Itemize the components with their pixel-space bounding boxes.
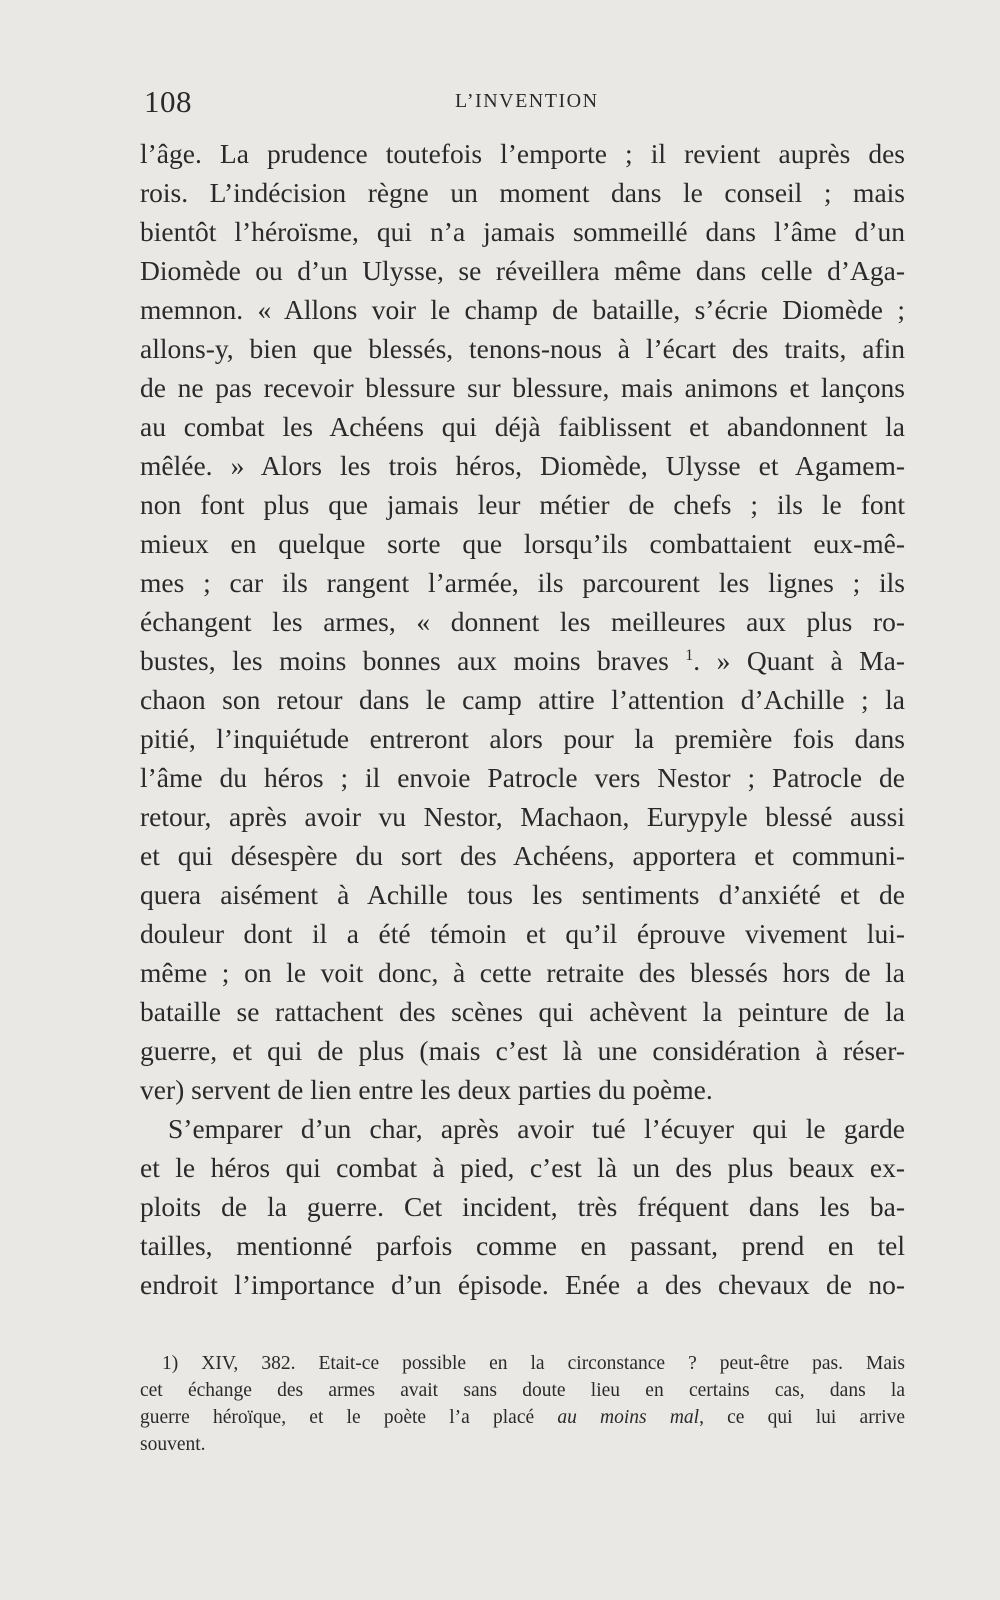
text-line: chaon son retour dans le camp attire l’attention d’Achille ; la (140, 684, 905, 715)
body-text (140, 134, 905, 1304)
text-line: et le héros qui combat à pied, c’est là un des plus beaux ex- (140, 1152, 905, 1183)
text-line: ver) servent de lien entre les deux parties du poème. (140, 1074, 713, 1105)
text-line-with-note (140, 641, 905, 680)
footnote-line (140, 1404, 905, 1431)
text-line: pitié, l’inquiétude entreront alors pour la première fois dans (140, 723, 905, 754)
text-line: ploits de la guerre. Cet incident, très fréquent dans les ba- (140, 1191, 905, 1222)
text-line: mêlée. » Alors les trois héros, Diomède, Ulysse et Agamem- (140, 450, 905, 481)
text-line: bataille se rattachent des scènes qui achèvent la peinture de la (140, 996, 905, 1027)
page-header (140, 84, 905, 124)
footnote-text: guerre héroïque, et le poète l’a placé (140, 1407, 558, 1428)
text-line: l’âge. La prudence toutefois l’emporte ; il revient auprès des (140, 138, 905, 169)
footnote-line: 1) XIV, 382. Etait-ce possible en la circonstance ? peut-être pas. Mais (162, 1353, 905, 1374)
text-line: rois. L’indécision règne un moment dans le conseil ; mais (140, 177, 905, 208)
footnote (140, 1350, 905, 1458)
text-line: memnon. « Allons voir le champ de bataille, s’écrie Diomède ; (140, 294, 905, 325)
text-line: non font plus que jamais leur métier de chefs ; ils le font (140, 489, 905, 520)
text-line: quera aisément à Achille tous les sentiments d’anxiété et de (140, 879, 905, 910)
text-line-start: bustes, les moins bonnes aux moins braves (140, 645, 669, 676)
text-line: allons-y, bien que blessés, tenons-nous à l’écart des traits, afin (140, 333, 905, 364)
footnote-line: souvent. (140, 1434, 206, 1455)
text-line: douleur dont il a été témoin et qu’il éprouve vivement lui- (140, 918, 905, 949)
text-line: tailles, mentionné parfois comme en passant, prend en tel (140, 1230, 905, 1261)
text-line: l’âme du héros ; il envoie Patrocle vers Nestor ; Patrocle de (140, 762, 905, 793)
text-line: retour, après avoir vu Nestor, Machaon, Eurypyle blessé aussi (140, 801, 905, 832)
text-line: mes ; car ils rangent l’armée, ils parcourent les lignes ; ils (140, 567, 905, 598)
footnote-reference: 1 (685, 647, 694, 664)
footnote-text: , ce qui lui arrive (699, 1407, 906, 1428)
text-line: bientôt l’héroïsme, qui n’a jamais sommeillé dans l’âme d’un (140, 216, 905, 247)
page-number: 108 (144, 84, 192, 119)
text-line: et qui désespère du sort des Achéens, apportera et communi- (140, 840, 905, 871)
text-line: échangent les armes, « donnent les meilleures aux plus ro- (140, 606, 905, 637)
text-line: guerre, et qui de plus (mais c’est là une considération à réser- (140, 1035, 905, 1066)
paragraph-start-line: S’emparer d’un char, après avoir tué l’écuyer qui le garde (168, 1113, 905, 1144)
text-line: au combat les Achéens qui déjà faiblissent et abandonnent la (140, 411, 905, 442)
text-line: endroit l’importance d’un épisode. Enée a des chevaux de no- (140, 1269, 905, 1300)
text-line: de ne pas recevoir blessure sur blessure, mais animons et lançons (140, 372, 905, 403)
text-line-end: . » Quant à Ma- (693, 645, 905, 676)
text-line: Diomède ou d’un Ulysse, se réveillera même dans celle d’Aga- (140, 255, 905, 286)
text-line: mieux en quelque sorte que lorsqu’ils combattaient eux-mê- (140, 528, 905, 559)
footnote-line: cet échange des armes avait sans doute lieu en certains cas, dans la (140, 1380, 905, 1401)
running-title: L’INVENTION (455, 90, 599, 112)
footnote-italic-text: au moins mal (557, 1407, 700, 1428)
text-line: même ; on le voit donc, à cette retraite des blessés hors de la (140, 957, 905, 988)
